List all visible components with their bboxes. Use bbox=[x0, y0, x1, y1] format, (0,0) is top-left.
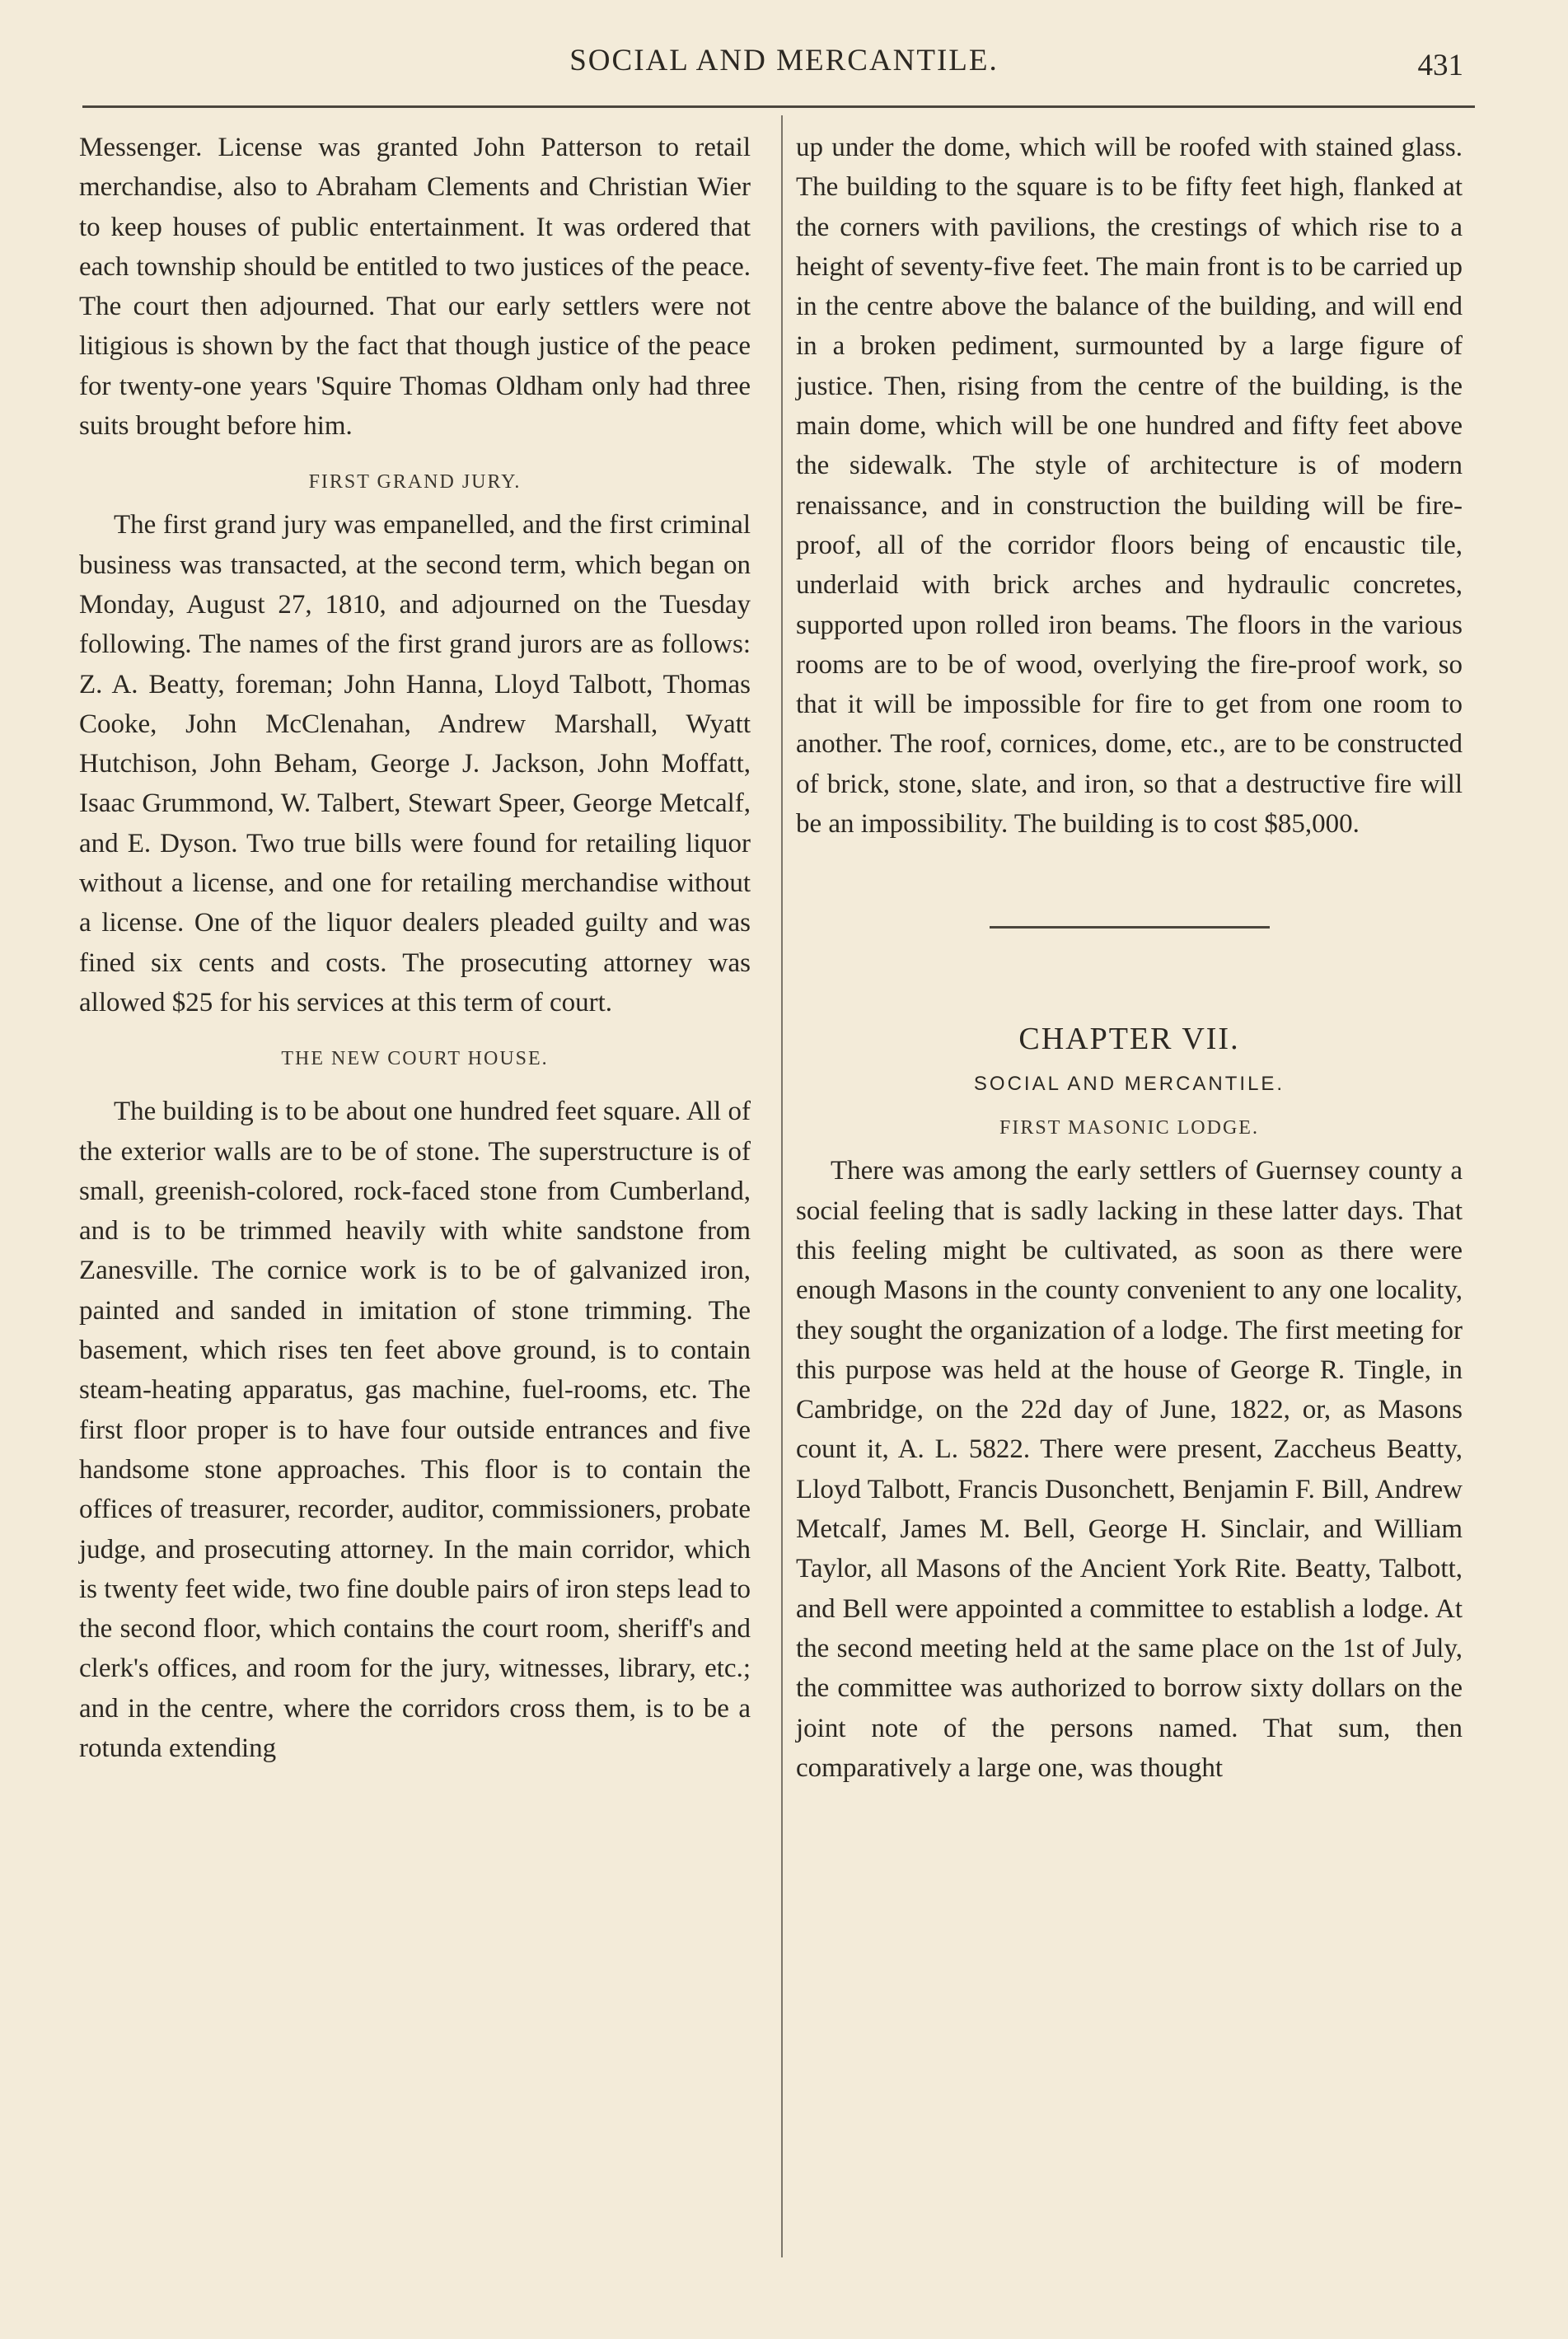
chapter-title: CHAPTER VII. bbox=[1018, 1022, 1240, 1057]
header-rule bbox=[82, 105, 1475, 108]
column-divider bbox=[781, 115, 783, 2257]
paragraph-court-house: The building is to be about one hundred feet square. All of the exterior walls are to be of stone. The superstructure is of small, greenish-colored, rock-faced stone from Cumberland, and is to be trimmed heavily with white sandstone from Zanesville. The cornice work is to be of galvanized iron, painted and sanded in imitation of stone trimming. The basement, which rises ten feet above ground, is to contain steam-heating apparatus, gas machine, fuel-rooms, etc. The first floor proper is to have four outside entrances and five handsome stone approaches. This floor is to contain the offices of treasurer, recorder, auditor, commissioners, probate judge, and prosecuting attorney. In the main corridor, which is twenty feet wide, two fine double pairs of iron steps lead to the second floor, which contains the court room, sheriff's and clerk's offices, and room for the jury, witnesses, library, etc.; and in the centre, where the corridors cross them, is to be a rotunda extending bbox=[79, 1097, 751, 1763]
right-column bbox=[796, 128, 1463, 1788]
running-title: SOCIAL AND MERCANTILE. bbox=[569, 44, 999, 77]
paragraph-messenger: Messenger. License was granted John Patterson to retail merchandise, also to Abraham Clements and Christian Wier to keep houses of public entertainment. It was ordered that each township should be entitled to two justices of the peace. The court then adjourned. That our early settlers were not litigious is shown by the fact that though justice of the peace for twenty-one years 'Squire Thomas Oldham only had three suits brought before him. bbox=[79, 133, 751, 442]
heading-first-grand-jury: FIRST GRAND JURY. bbox=[308, 471, 522, 494]
left-column bbox=[79, 128, 751, 1768]
paragraph-dome: up under the dome, which will be roofed with stained glass. The building to the square is to be fifty feet high, flanked at the corners with pavilions, the crestings of which rise to a height of seventy-five feet. The main front is to be carried up in the centre above the balance of the building, and will end in a broken pediment, surmounted by a large figure of justice. Then, rising from the centre of the building, is the main dome, which will be one hundred and fifty feet above the sidewalk. The style of architecture is of modern renaissance, and in construction the building will be fire-proof, all of the corridor floors being of encaustic tile, underlaid with brick arches and hydraulic concretes, supported upon rolled iron beams. The floors in the various rooms are to be of wood, overlying the fire-proof work, so that it will be impossible for fire to get from one room to another. The roof, cornices, dome, etc., are to be constructed of brick, stone, slate, and iron, so that a destructive fire will be an impossibility. The building is to cost $85,000. bbox=[796, 133, 1463, 840]
chapter-subtitle: SOCIAL AND MERCANTILE. bbox=[973, 1073, 1285, 1096]
paragraph-masonic-lodge: There was among the early settlers of Guernsey county a social feeling that is sadly lacking in these latter days. That this feeling might be cultivated, as soon as there were enough Masons in the county convenient to any one locality, they sought the organization of a lodge. The first meeting for this purpose was held at the house of George R. Tingle, in Cambridge, on the 22d day of June, 1822, or, as Masons count it, A. L. 5822. There were present, Zaccheus Beatty, Lloyd Talbott, Francis Dusonchett, Benjamin F. Bill, Andrew Metcalf, James M. Bell, George H. Sinclair, and William Taylor, all Masons of the Ancient York Rite. Beatty, Talbott, and Bell were appointed a committee to establish a lodge. At the second meeting held at the same place on the 1st of July, the committee was authorized to borrow sixty dollars on the joint note of the persons named. That sum, then comparatively a large one, was thought bbox=[796, 1156, 1463, 1783]
heading-new-court-house: THE NEW COURT HOUSE. bbox=[281, 1048, 549, 1070]
paragraph-grand-jury: The first grand jury was empanelled, and the first criminal business was transacted, at the second term, which began on Monday, August 27, 1810, and adjourned on the Tuesday following. The names of the first grand jurors are as follows: Z. A. Beatty, foreman; John Hanna, Lloyd Talbott, Thomas Cooke, John McClenahan, Andrew Marshall, Wyatt Hutchison, John Beham, George J. Jackson, John Moffatt, Isaac Grummond, W. Talbert, Stewart Speer, George Metcalf, and E. Dyson. Two true bills were found for retailing liquor without a license, and one for retailing merchandise without a license. One of the liquor dealers pleaded guilty and was fined six cents and costs. The prosecuting attorney was allowed $25 for his services at this term of court. bbox=[79, 510, 751, 1017]
page-number: 431 bbox=[1417, 49, 1463, 82]
heading-first-masonic-lodge: FIRST MASONIC LODGE. bbox=[999, 1117, 1259, 1139]
